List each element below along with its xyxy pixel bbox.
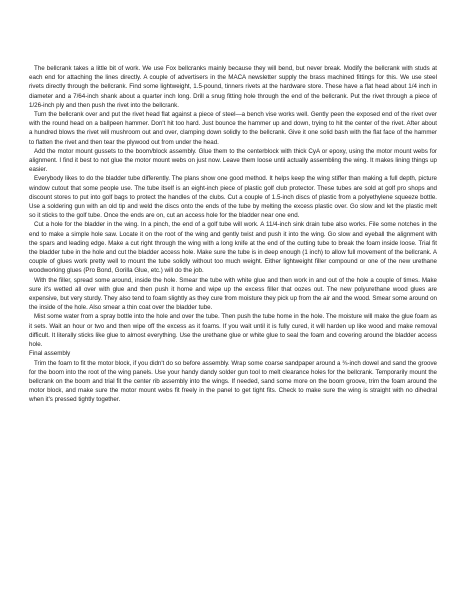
- paragraph-mist-water: Mist some water from a spray bottle into the hole and over the tube. Then push the tube home in the hole. The moisture will make the glue foam as it sets. Wait an hour or two and then wipe off the excess as it foams. If you wait until it is fully cured, it will harden up like wood and make removal difficult. It literally sticks like glue to almost everything. Use the urethane glue or white glue to seal the foam and covering around the bladder access hole.: [29, 313, 437, 349]
- paragraph-filler-glue: With the filler, spread some around, inside the hole. Smear the tube with white glue and then work in and out of the hole a couple of times. Make sure it's wetted all over with glue and then push it home and wipe up the excess filler that oozes out. The new polyurethane wood glues are expensive, but very sturdy. They also tend to foam slightly as they cure from moisture they pick up from the air and the wood. Smear some around on the inside of the hole. Also smear a thin coat over the bladder tube.: [29, 276, 437, 312]
- paragraph-final-assembly: Trim the foam to fit the motor block, if you didn't do so before assembly. Wrap some coarse sandpaper around a ¾-inch dowel and sand the groove for the boom into the root of the wing panels. Use your handy dandy solder gun tool to melt clearance holes for the bellcrank. Temporarily mount the bellcrank on the boom and trial fit the center rib assembly into the wings. If needed, sand some more on the boom groove, trim the foam around the motor block, and make sure the motor mount webs fit freely in the panel to get tight fits. Check to make sure the wing is straight with no dihedral when it's pressed tightly together.: [29, 359, 437, 404]
- paragraph-bellcrank-modification: The bellcrank takes a little bit of work. We use Fox bellcranks mainly because they will bend, but never break. Modify the bellcrank with studs at each end for attaching the lines directly. A couple of advertisers in the MACA newsletter supply the brass machined fittings for this. We use steel rivets directly through the bellcrank. Find some lightweight, 1.5-pound, tinners rivets at the hardware store. These have a flat head about 1/4 inch in diameter and a 7/64-inch shank about a quarter inch long. Drill a snug fitting hole through the end of the bellcrank. Put the rivet through a piece of 1/26-inch ply and then push the rivet into the bellcrank.: [29, 65, 437, 109]
- section-heading-final-assembly: Final assembly: [29, 350, 71, 358]
- paragraph-rivet-peening: Turn the bellcrank over and put the rivet head flat against a piece of steel—a bench vise works well. Gently peen the exposed end of the rivet over with the round head on a ballpeen hammer. Don't hit too hard. Just bounce the hammer up and down, trying to hit the center of the rivet. After about a hundred blows the rivet will mushroom out and over, clamping down solidly to the bellcrank. Give it one solid bash with the flat face of the hammer to flatten the rivet and then tear the plywood out from under the head.: [29, 111, 437, 146]
- paragraph-bladder-tube: Everybody likes to do the bladder tube differently. The plans show one good method. It helps keep the wing stiffer than making a full depth, picture window cutout that some people use. The tube itself is an eight-inch piece of plastic golf club protector. These tubes are sold at golf pro shops and discount stores to put into golf bags to protect the handles of the clubs. Cut a couple of 1.5-inch discs of plastic from a polyethylene squeeze bottle. Use a soldering gun with an old tip and weld the discs onto the ends of the tube by melting the excess plastic over. Go slow and let the plastic melt so it sticks to the golf tube. Once the ends are on, cut an access hole for the bladder near one end.: [29, 175, 437, 220]
- paragraph-motor-mount-gussets: Add the motor mount gussets to the boom/block assembly. Glue them to the centerblock with thick CyA or epoxy, using the motor mount webs for alignment. I find it best to not glue the motor mount webs on just now. Leave them loose until actually assembling the wing. It makes lining things up easier.: [29, 147, 437, 174]
- document-page: [29, 64, 437, 584]
- paragraph-bladder-hole: Cut a hole for the bladder in the wing. In a pinch, the end of a golf tube will work. A 11/4-inch sink drain tube also works. File some notches in the end to make a simple hole saw. Locate it on the root of the wing and gently twist and push it into the wing. Go slow and eyeball the alignment with the spars and leading edge. Make a cut right through the wing with a long knife at the end of the cutting tube to break the foam inside loose. Trial fit the bladder tube in the hole and cut the bladder access hole. Make sure the tube is in deep enough (1 inch) to allow full movement of the bellcrank. A couple of glues work pretty well to mount the tube solidly without too much weight. Either lightweight filler compound or one of the new urethane woodworking glues (Pro Bond, Gorilla Glue, etc.) will do the job.: [29, 221, 437, 275]
